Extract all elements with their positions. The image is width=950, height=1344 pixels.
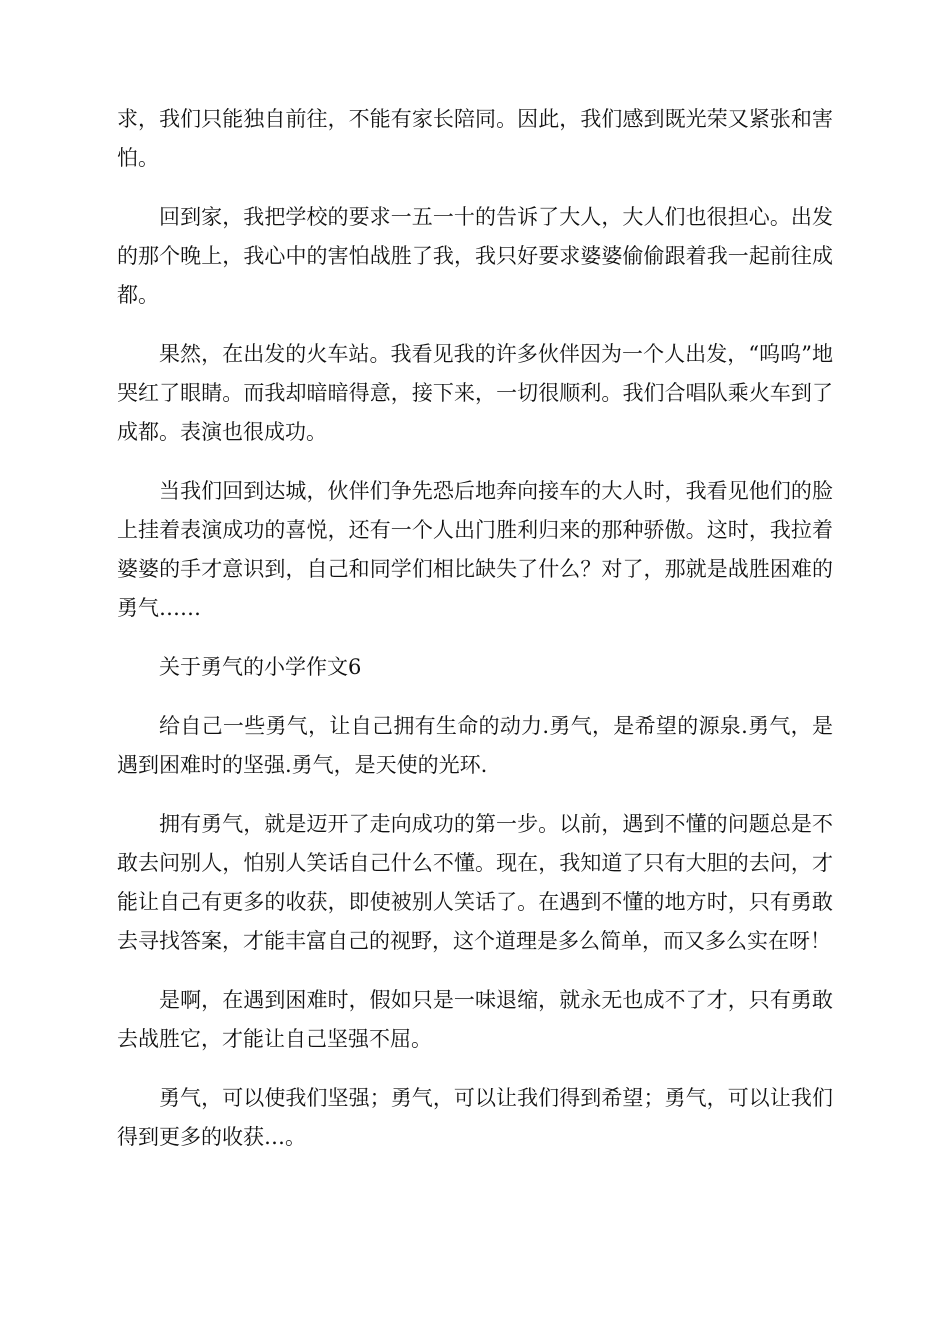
paragraph: 当我们回到达城，伙伴们争先恐后地奔向接车的大人时，我看见他们的脸上挂着表演成功的喜悦，还有一个人出门胜利归来的那种骄傲。这时，我拉着婆婆的手才意识到，自己和同学们相比缺失了什么？对了，那就是战胜困难的勇气…… bbox=[117, 479, 833, 620]
section-title: 关于勇气的小学作文6 bbox=[159, 655, 362, 679]
paragraph: 是啊，在遇到困难时，假如只是一味退缩，就永无也成不了才，只有勇敢去战胜它，才能让自己坚强不屈。 bbox=[117, 988, 833, 1051]
paragraph: 给自己一些勇气，让自己拥有生命的动力.勇气，是希望的源泉.勇气，是遇到困难时的坚强.勇气，是天使的光环. bbox=[117, 714, 833, 777]
paragraph: 勇气，可以使我们坚强；勇气，可以让我们得到希望；勇气，可以让我们得到更多的收获…。 bbox=[117, 1086, 833, 1149]
paragraph: 拥有勇气，就是迈开了走向成功的第一步。以前，遇到不懂的问题总是不敢去问别人，怕别人笑话自己什么不懂。现在，我知道了只有大胆的去问，才能让自己有更多的收获，即使被别人笑话了。在遇到不懂的地方时，只有勇敢去寻找答案，才能丰富自己的视野，这个道理是多么简单，而又多么实在呀！ bbox=[117, 812, 833, 953]
paragraph: 果然，在出发的火车站。我看见我的许多伙伴因为一个人出发，“呜呜”地哭红了眼睛。而我却暗暗得意，接下来，一切很顺利。我们合唱队乘火车到了成都。表演也很成功。 bbox=[117, 342, 833, 444]
document-body bbox=[117, 100, 833, 1177]
paragraph: 回到家，我把学校的要求一五一十的告诉了大人，大人们也很担心。出发的那个晚上，我心中的害怕战胜了我，我只好要求婆婆偷偷跟着我一起前往成都。 bbox=[117, 205, 833, 307]
paragraph-continued: 求，我们只能独自前往，不能有家长陪同。因此，我们感到既光荣又紧张和害怕。 bbox=[117, 107, 833, 170]
